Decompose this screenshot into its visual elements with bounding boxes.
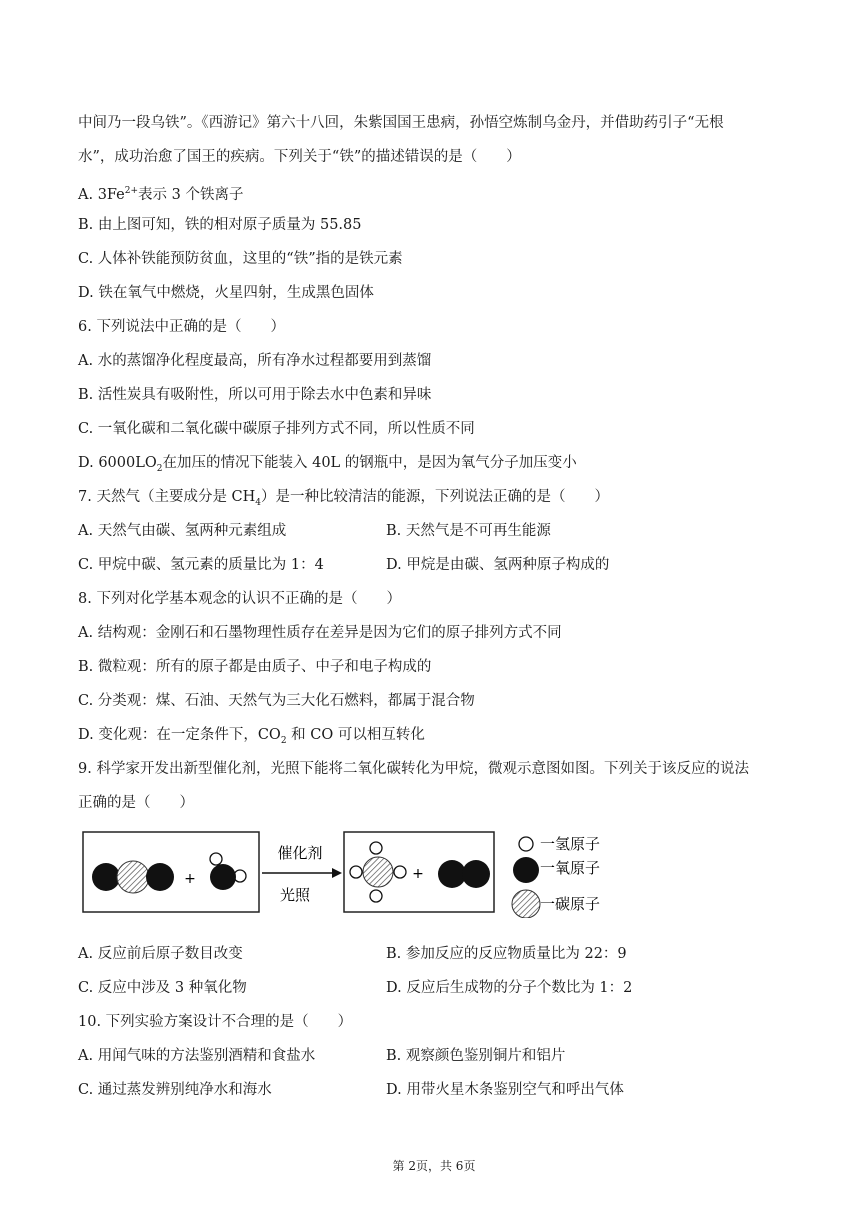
page-footer: 第 2页，共 6页 xyxy=(392,1159,476,1173)
ch4-molecule xyxy=(350,842,406,902)
option-a: A. 用闻气味的方法鉴别酒精和食盐水 xyxy=(78,1048,316,1064)
option-d: D. 甲烷是由碳、氢两种原子构成的 xyxy=(386,557,610,573)
legend xyxy=(512,835,600,918)
option-b: B. 天然气是不可再生能源 xyxy=(386,523,551,539)
o2-molecule xyxy=(438,860,490,888)
plus-sign: + xyxy=(184,871,196,887)
hydrogen-atom xyxy=(370,842,382,854)
option-c: C. 一氧化碳和二氧化碳中碳原子排列方式不同，所以性质不同 xyxy=(78,421,475,437)
question-stem: 8. 下列对化学基本观念的认识不正确的是（ ） xyxy=(78,591,401,607)
stem-text: ）是一种比较清洁的能源，下列说法正确的是（ ） xyxy=(261,489,610,505)
option-c: C. 分类观：煤、石油、天然气为三大化石燃料，都属于混合物 xyxy=(78,693,475,709)
option-b: B. 观察颜色鉴别铜片和铝片 xyxy=(386,1048,566,1064)
hydrogen-atom xyxy=(370,890,382,902)
option-a: A. 反应前后原子数目改变 xyxy=(78,946,243,962)
carbon-legend-icon xyxy=(512,890,540,918)
question-stem: 9. 科学家开发出新型催化剂，光照下能将二氧化碳转化为甲烷，微观示意图如图。下列关于该反应的说法 xyxy=(78,761,749,777)
option-d xyxy=(78,453,577,479)
arrow-head-icon xyxy=(332,868,342,878)
option-d: D. 铁在氧气中燃烧，火星四射，生成黑色固体 xyxy=(78,285,374,301)
option-text: 表示 3 个铁离子 xyxy=(138,186,244,203)
oxygen-legend-icon xyxy=(513,857,539,883)
text-line: 中间乃一段乌铁”。《西游记》第六十八回，朱紫国国王患病，孙悟空炼制乌金丹，并借助药引子“无根 xyxy=(78,115,724,131)
hydrogen-atom xyxy=(350,866,362,878)
stem-text: 7. 天然气（主要成分是 CH xyxy=(78,489,256,505)
option-c: C. 通过蒸发辨别纯净水和海水 xyxy=(78,1082,272,1098)
legend-hydrogen: 一氢原子 xyxy=(540,835,601,853)
option-text: 和 CO 可以相互转化 xyxy=(286,727,425,743)
option-d: D. 用带火星木条鉴别空气和呼出气体 xyxy=(386,1082,624,1098)
option-a xyxy=(78,181,244,205)
question-stem: 10. 下列实验方案设计不合理的是（ ） xyxy=(78,1014,353,1030)
option-b: B. 活性炭具有吸附性，所以可用于除去水中色素和异味 xyxy=(78,387,432,403)
question-stem xyxy=(78,487,609,513)
question-stem: 6. 下列说法中正确的是（ ） xyxy=(78,319,285,335)
option-b: B. 由上图可知，铁的相对原子质量为 55.85 xyxy=(78,217,362,233)
option-d xyxy=(78,725,425,751)
subscript: 4 xyxy=(255,497,262,508)
legend-oxygen: 一氧原子 xyxy=(540,859,601,877)
option-c: C. 甲烷中碳、氢元素的质量比为 1：4 xyxy=(78,557,324,573)
option-b: B. 微粒观：所有的原子都是由质子、中子和电子构成的 xyxy=(78,659,432,675)
option-c: C. 人体补铁能预防贫血，这里的“铁”指的是铁元素 xyxy=(78,251,403,267)
hydrogen-atom xyxy=(394,866,406,878)
option-text: D. 6000LO xyxy=(78,455,157,471)
subscript: 2 xyxy=(280,735,287,746)
option-d: D. 反应后生成物的分子个数比为 1：2 xyxy=(386,980,633,996)
option-text: 在加压的情况下能装入 40L 的钢瓶中，是因为氧气分子加压变小 xyxy=(162,455,577,471)
oxygen-atom xyxy=(210,864,236,890)
option-b: B. 参加反应的反应物质量比为 22：9 xyxy=(386,946,627,962)
text-line: 水”，成功治愈了国王的疾病。下列关于“铁”的描述错误的是（ ） xyxy=(78,149,521,165)
hydrogen-legend-icon xyxy=(519,837,533,851)
legend-carbon: 一碳原子 xyxy=(540,895,601,913)
oxygen-atom xyxy=(438,860,466,888)
superscript: 2+ xyxy=(124,186,139,196)
light-label: 光照 xyxy=(279,886,311,904)
hydrogen-atom xyxy=(210,853,222,865)
option-a: A. 水的蒸馏净化程度最高，所有净水过程都要用到蒸馏 xyxy=(78,353,432,369)
option-text: A. 3Fe xyxy=(78,186,125,203)
oxygen-atom xyxy=(146,863,174,891)
oxygen-atom xyxy=(92,863,120,891)
question-stem: 正确的是（ ） xyxy=(78,795,194,811)
plus-sign: + xyxy=(412,866,424,882)
subscript: 2 xyxy=(156,463,163,474)
carbon-atom xyxy=(363,857,393,887)
co2-molecule xyxy=(92,861,174,893)
option-a: A. 天然气由碳、氢两种元素组成 xyxy=(78,523,287,539)
carbon-atom xyxy=(117,861,149,893)
oxygen-atom xyxy=(462,860,490,888)
option-c: C. 反应中涉及 3 种氧化物 xyxy=(78,980,247,996)
h2o-molecule xyxy=(210,853,246,890)
catalyst-label: 催化剂 xyxy=(277,844,323,862)
reaction-diagram xyxy=(80,828,640,918)
option-text: D. 变化观：在一定条件下，CO xyxy=(78,727,281,743)
option-a: A. 结构观：金刚石和石墨物理性质存在差异是因为它们的原子排列方式不同 xyxy=(78,625,562,641)
